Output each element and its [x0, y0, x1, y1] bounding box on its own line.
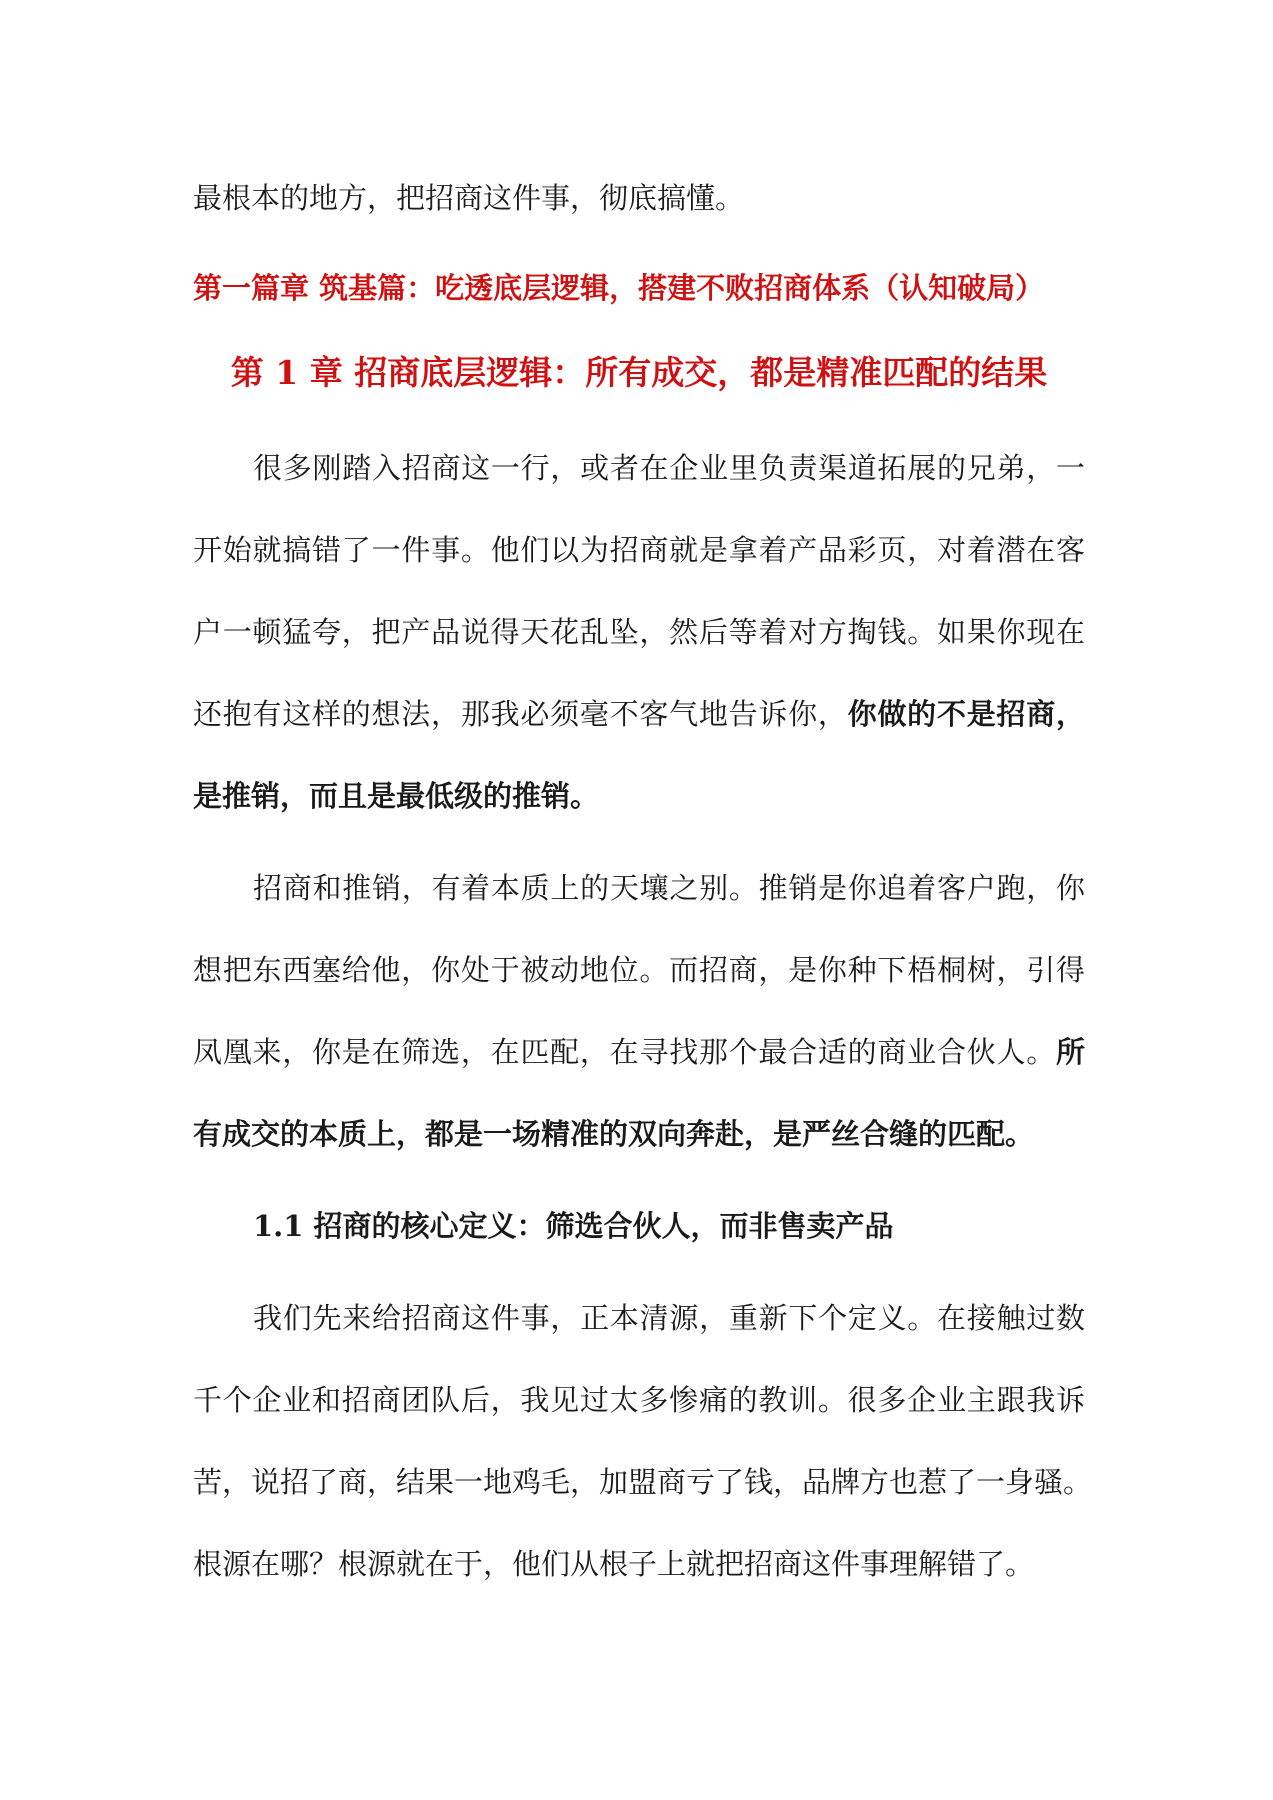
intro-line: 最根本的地方，把招商这件事，彻底搞懂。: [193, 181, 745, 215]
paragraph-1-line-4-bold: 你做的不是招商，: [847, 697, 1085, 731]
paragraph-3-line-2: 千个企业和招商团队后，我见过太多惨痛的教训。很多企业主跟我诉: [193, 1383, 1085, 1417]
paragraph-2-line-3-normal: 凤凰来，你是在筛选，在匹配，在寻找那个最合适的商业合伙人。: [193, 1035, 1056, 1069]
part-title: 第一篇章 筑基篇：吃透底层逻辑，搭建不败招商体系（认知破局）: [193, 271, 1045, 305]
paragraph-2-line-4: 有成交的本质上，都是一场精准的双向奔赴，是严丝合缝的匹配。: [193, 1117, 1035, 1151]
paragraph-1-line-5: 是推销，而且是最低级的推销。: [193, 779, 600, 813]
paragraph-1-line-1: 很多刚踏入招商这一行，或者在企业里负责渠道拓展的兄弟，一: [253, 451, 1085, 485]
paragraph-1-line-4: [193, 694, 1085, 734]
chapter-title: 第 1 章 招商底层逻辑：所有成交，都是精准匹配的结果: [230, 353, 1048, 392]
paragraph-2-line-3-bold: 所: [1055, 1035, 1085, 1069]
paragraph-1-line-3: 户一顿猛夸，把产品说得天花乱坠，然后等着对方掏钱。如果你现在: [193, 615, 1085, 649]
paragraph-2-line-2: 想把东西塞给他，你处于被动地位。而招商，是你种下梧桐树，引得: [193, 953, 1085, 987]
paragraph-3-line-4: 根源在哪？根源就在于，他们从根子上就把招商这件事理解错了。: [193, 1547, 1035, 1581]
paragraph-2-line-1: 招商和推销，有着本质上的天壤之别。推销是你追着客户跑，你: [253, 871, 1085, 905]
paragraph-3-line-1: 我们先来给招商这件事，正本清源，重新下个定义。在接触过数: [253, 1301, 1085, 1335]
paragraph-3-line-3: 苦，说招了商，结果一地鸡毛，加盟商亏了钱，品牌方也惹了一身骚。: [193, 1465, 1093, 1499]
paragraph-1-line-2: 开始就搞错了一件事。他们以为招商就是拿着产品彩页，对着潜在客: [193, 533, 1085, 567]
paragraph-1-line-4-normal: 还抱有这样的想法，那我必须毫不客气地告诉你，: [193, 697, 848, 731]
section-title: 1.1 招商的核心定义：筛选合伙人，而非售卖产品: [253, 1209, 894, 1243]
paragraph-2-line-3: [193, 1032, 1085, 1072]
